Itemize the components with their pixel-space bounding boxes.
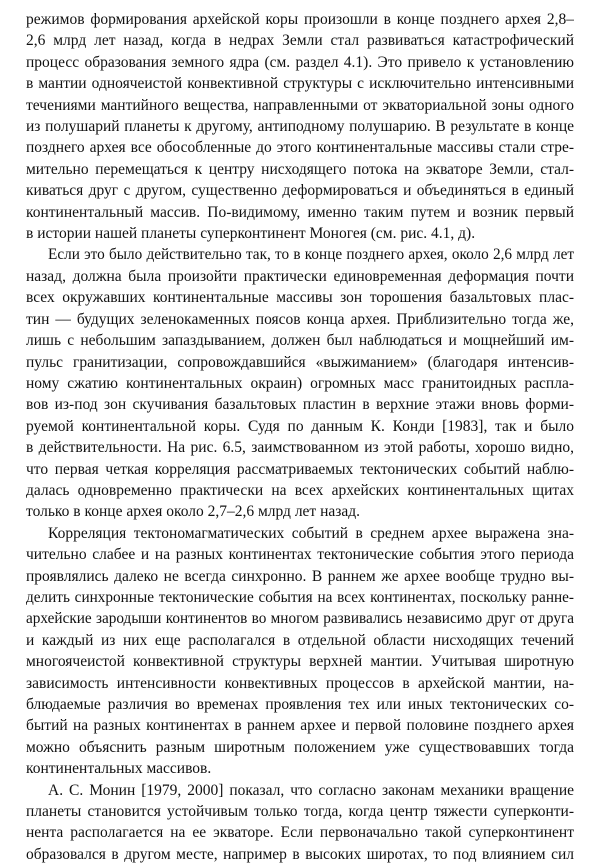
text-line: континентальный массив. По-видимому, именно таким путем и возник первый <box>26 203 574 221</box>
text-line: из полушарий планеты к другому, антиподному полушарию. В результате в конце <box>26 118 574 136</box>
paragraph-1 <box>26 9 574 244</box>
text-line: пульс гранитизации, сопровождавшийся «выжиманием» (благодаря интенсив- <box>26 353 574 371</box>
text-line: лишь с небольшим запаздыванием, должен был наблюдаться и мощнейший им- <box>26 332 574 350</box>
text-line: нента располагается на ее экваторе. Если первоначально такой суперконтинент <box>26 824 574 842</box>
text-line: делить синхронные тектонические события на всех континентах, поскольку ранне- <box>26 588 574 606</box>
paragraph-2 <box>26 244 574 522</box>
text-line: режимов формирования архейской коры произошли в конце позднего архея 2,8– <box>26 11 574 28</box>
text-line: и каждый из них еще располагался в отдельной области нисходящих течений <box>26 631 574 649</box>
text-line: позднего архея все обособленные до этого континентальные массивы стали стре- <box>26 139 574 157</box>
text-line: чительно слабее и на разных континентах тектонические события этого периода <box>26 546 574 564</box>
text-line: ному сжатию континентальных окраин) огромных масс гранитоидных распла- <box>26 374 574 392</box>
text-line: континентальных массивов. <box>26 760 212 778</box>
text-line: бытий на разных континентах в раннем архее и первой половине позднего архея <box>26 717 574 735</box>
text-line: в действительности. На рис. 6.5, заимствованном из этой работы, хорошо видно, <box>26 439 574 457</box>
text-line: Корреляция тектономагматических событий в среднем архее выражена зна- <box>48 524 574 542</box>
text-line: процесс образования земного ядра (см. раздел 4.1). Это привело к установлению <box>26 53 574 71</box>
text-line: всех окружавших континентальные массивы зон торошения базальтовых плас- <box>26 289 574 307</box>
text-line: планеты становится устойчивым только тогда, когда центр тяжести суперконти- <box>26 803 574 821</box>
text-line: многоячеистой конвективной структуры верхней мантии. Учитывая широтную <box>26 653 574 671</box>
text-line: проявлялись далеко не всегда синхронно. В раннем же архее вообще трудно вы- <box>26 567 574 585</box>
text-line: А. С. Монин [1979, 2000] показал, что согласно законам механики вращение <box>48 781 574 799</box>
text-line: 2,6 млрд лет назад, когда в недрах Земли стал развиваться катастрофический <box>26 32 574 50</box>
text-line: далась одновременно практически на всех архейских континентальных щитах <box>26 481 574 499</box>
text-line: назад, должна была произойти практически единовременная деформация почти <box>26 267 574 285</box>
text-line: тин — будущих зеленокаменных поясов конца архея. Приблизительно тогда же, <box>26 310 574 328</box>
text-line: можно объяснить разным широтным положением уже существовавших тогда <box>26 738 574 756</box>
text-line: в мантии одноячеистой конвективной структуры с исключительно интенсивными <box>26 75 574 93</box>
text-line: блюдаемые различия во временах проявления тех или иных тектонических со- <box>26 696 574 713</box>
paragraph-4 <box>26 780 574 865</box>
paragraph-3 <box>26 523 574 780</box>
text-line: вов из-под зон скучивания базальтовых пластин в верхние этажи вновь форми- <box>26 396 574 414</box>
text-line: течениями мантийного вещества, направленными от экваториальной зоны одного <box>26 96 574 114</box>
text-line: образовался в другом месте, например в высоких широтах, то под влиянием сил <box>26 845 574 863</box>
text-line: в истории нашей планеты суперконтинент Моногея (см. рис. 4.1, д). <box>26 225 476 243</box>
text-line: архейские зародыши континентов во многом развивались независимо друг от друга <box>26 610 574 628</box>
text-line: только в конце архея около 2,7–2,6 млрд лет назад. <box>26 503 361 521</box>
text-line: что первая четкая корреляция рассматриваемых тектонических событий наблю- <box>26 460 574 478</box>
text-line: руемой континентальной коры. Судя по данным К. Конди [1983], так и было <box>26 417 574 435</box>
text-line: Если это было действительно так, то в конце позднего архея, около 2,6 млрд лет <box>48 246 574 264</box>
text-line: мительно перемещаться к центру нисходящего потока на экваторе Земли, стал- <box>26 160 574 178</box>
text-line: киваться друг с другом, существенно деформироваться и объединяться в единый <box>26 182 574 200</box>
text-line: зависимость интенсивности конвективных процессов в архейской мантии, на- <box>26 674 574 692</box>
